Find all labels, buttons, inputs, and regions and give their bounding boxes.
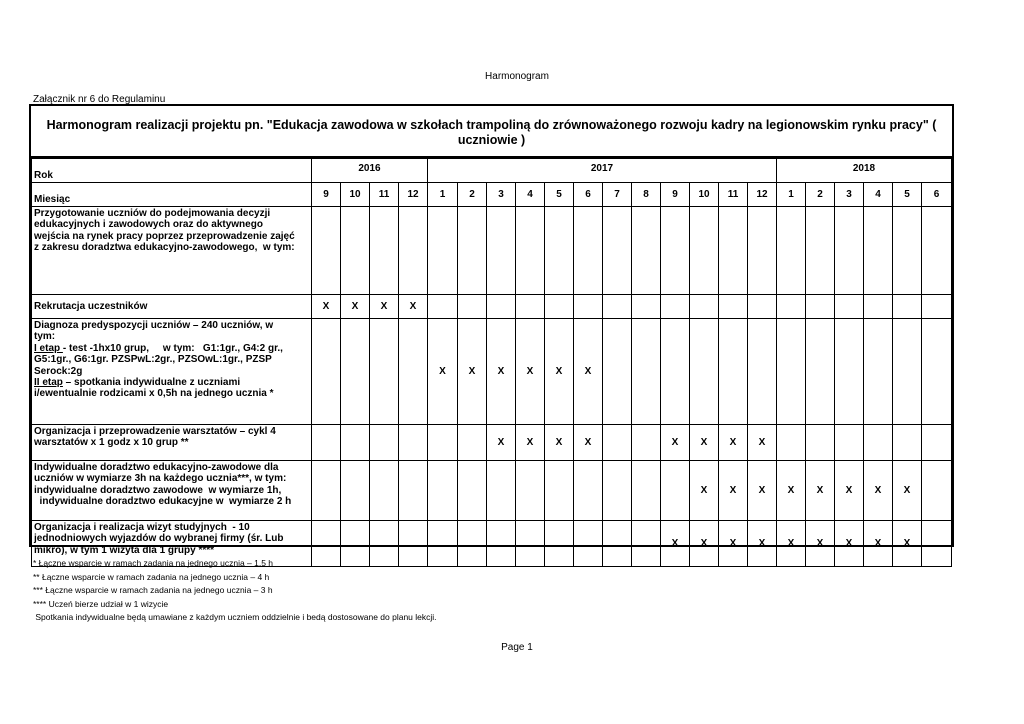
month-cell: 12 [748,183,777,207]
task-label-line [34,473,310,484]
schedule-mark [458,207,487,295]
schedule-mark [661,295,690,319]
schedule-mark [516,461,545,521]
task-label-line [34,343,310,354]
task-label-text: - test -1hx10 grup, w tym: G1:1gr., G4:2 gr., [62,342,283,354]
schedule-mark [835,319,864,425]
schedule-mark: X [690,425,719,461]
schedule-mark [922,207,952,295]
task-label-text: Rekrutacja uczestników [34,300,148,312]
task-label-text: tym: [34,331,56,343]
task-label [32,425,312,461]
task-label-line [34,545,310,556]
schedule-mark [632,425,661,461]
task-label-text: Diagnoza predyspozycji uczniów – 240 uczniów, w [34,320,274,331]
schedule-mark [690,295,719,319]
schedule-mark: X [690,461,719,521]
year-cell: 2016 [312,159,428,183]
month-cell: 10 [341,183,370,207]
task-label-stage: II etap [34,377,63,389]
task-label-line [34,533,310,544]
schedule-mark: X [806,521,835,567]
month-cell: 4 [516,183,545,207]
task-label-line [34,208,310,219]
task-label-text: warsztatów x 1 godz x 10 grup ** [34,437,189,449]
task-label-line [34,496,310,507]
schedule-mark [603,319,632,425]
schedule-mark [341,461,370,521]
schedule-mark [777,207,806,295]
task-label-line [34,354,310,365]
schedule-mark [341,425,370,461]
schedule-mark [399,461,428,521]
schedule-mark [603,461,632,521]
month-cell: 6 [922,183,952,207]
schedule-mark [719,319,748,425]
month-cell: 11 [719,183,748,207]
task-label-text: z zakresu doradztwa edukacyjno-zawodowego, w tym: [34,242,295,254]
schedule-mark [545,521,574,567]
schedule-mark: X [661,521,690,567]
schedule-mark [748,319,777,425]
schedule-mark [458,461,487,521]
schedule-mark [428,425,458,461]
attachment-label: Załącznik nr 6 do Regulaminu [33,94,166,105]
schedule-mark [399,425,428,461]
schedule-mark [399,319,428,425]
month-cell: 1 [777,183,806,207]
schedule-mark: X [516,319,545,425]
task-label-line [34,231,310,242]
task-label-text: jednodniowych wyjazdów do wybranej firmy (śr. Lub [34,533,284,545]
task-label [32,295,312,319]
schedule-mark: X [864,521,893,567]
schedule-mark [748,207,777,295]
task-label-line [34,485,310,496]
schedule-mark: X [893,521,922,567]
schedule-mark: X [748,461,777,521]
schedule-mark [399,207,428,295]
task-label-text: uczniów w wymiarze 3h na każdego ucznia***, w tym: [34,473,287,485]
task-label-line [34,437,310,448]
schedule-mark [632,295,661,319]
task-label-line [34,522,310,533]
schedule-mark [864,425,893,461]
month-cell: 4 [864,183,893,207]
month-cell: 12 [399,183,428,207]
schedule-mark: X [428,319,458,425]
task-label-text: Serock:2g [34,365,83,377]
schedule-mark: X [545,425,574,461]
task-label-text: Organizacja i realizacja wizyt studyjnych - 10 [34,522,250,533]
schedule-mark: X [893,461,922,521]
schedule-mark [458,521,487,567]
schedule-mark [893,319,922,425]
schedule-mark: X [835,521,864,567]
task-label-line [34,219,310,230]
month-cell: 5 [893,183,922,207]
schedule-mark: X [661,425,690,461]
task-row [32,461,952,521]
schedule-mark [370,319,399,425]
schedule-mark [835,425,864,461]
schedule-mark [487,521,516,567]
schedule-mark [661,319,690,425]
schedule-mark [893,425,922,461]
task-label-text: indywidualne doradztwo zawodowe w wymiarze 1h, [34,484,282,496]
schedule-mark [719,295,748,319]
task-label-line [34,320,310,331]
schedule-mark [719,207,748,295]
schedule-mark [458,425,487,461]
footnote: *** Łączne wsparcie w ramach zadania na jednego ucznia – 3 h [33,585,273,595]
month-cell: 8 [632,183,661,207]
schedule-mark: X [399,295,428,319]
schedule-mark [632,461,661,521]
schedule-mark [632,319,661,425]
month-row-label: Miesiąc [32,183,312,207]
schedule-mark: X [719,425,748,461]
schedule-mark [516,521,545,567]
schedule-mark [893,207,922,295]
document-title-line1: Harmonogram realizacji projektu pn. "Edukacja zawodowa w szkołach trampoliną do zrównoważonego rozwoju kadry na legionowskim rynku pracy" ( [46,118,937,132]
schedule-mark: X [574,319,603,425]
schedule-mark [922,461,952,521]
task-label-text: Przygotowanie uczniów do podejmowania decyzji [34,208,271,219]
schedule-mark: X [748,425,777,461]
schedule-mark [806,207,835,295]
schedule-mark: X [748,521,777,567]
schedule-mark [806,319,835,425]
year-row [32,159,952,183]
task-label-text: Indywidualne doradztwo edukacyjno-zawodowe dla [34,462,279,473]
schedule-mark [574,461,603,521]
schedule-mark: X [487,425,516,461]
month-cell: 5 [545,183,574,207]
schedule-mark [312,207,341,295]
footnote: ** Łączne wsparcie w ramach zadania na jednego ucznia – 4 h [33,571,270,582]
task-row [32,425,952,461]
document-title-line2: uczniowie ) [457,133,526,147]
schedule-mark [545,461,574,521]
task-label-line [34,366,310,377]
month-cell: 11 [370,183,399,207]
schedule-mark [341,207,370,295]
schedule-mark [922,295,952,319]
page-header-title: Harmonogram [485,71,549,82]
schedule-mark [777,295,806,319]
schedule-mark [661,207,690,295]
schedule-mark [603,425,632,461]
schedule-mark [777,425,806,461]
task-label-text: indywidualne doradztwo edukacyjne w wymiarze 2 h [34,496,292,508]
task-label-line [34,331,310,342]
schedule-mark: X [777,461,806,521]
schedule-mark: X [370,295,399,319]
schedule-mark [864,319,893,425]
schedule-mark: X [458,319,487,425]
schedule-mark [574,295,603,319]
task-label-line [34,388,310,399]
schedule-mark [690,319,719,425]
month-cell: 1 [428,183,458,207]
task-label-text: G5:1gr., G6:1gr. PZSPwL:2gr., PZSOwL:1gr., PZSP [34,354,272,366]
footnote: * Łączne wsparcie w ramach zadania na jednego ucznia – 1,5 h [33,558,274,568]
month-cell: 6 [574,183,603,207]
schedule-mark [428,295,458,319]
schedule-mark: X [574,425,603,461]
task-label-stage: I etap [34,342,63,354]
schedule-mark [312,319,341,425]
task-row [32,207,952,295]
schedule-mark [428,461,458,521]
schedule-mark [806,425,835,461]
schedule-mark [370,461,399,521]
schedule-mark: X [516,425,545,461]
document-title [31,106,952,158]
schedule-mark [545,207,574,295]
schedule-mark [487,295,516,319]
page-number: Page 1 [501,642,533,653]
schedule-mark [632,521,661,567]
schedule-mark [632,207,661,295]
schedule-mark [661,461,690,521]
schedule-mark: X [864,461,893,521]
schedule-mark [690,207,719,295]
schedule-mark [864,207,893,295]
task-label [32,461,312,521]
task-label [32,319,312,425]
schedule-mark: X [719,461,748,521]
task-label-text: edukacyjnych i zawodowych oraz do aktywnego [34,219,263,231]
footnote: **** Uczeń bierze udział w 1 wizycie [33,598,169,609]
schedule-mark: X [341,295,370,319]
month-cell: 2 [458,183,487,207]
schedule-mark [835,295,864,319]
schedule-mark [835,207,864,295]
schedule-mark [574,521,603,567]
schedule-mark [574,207,603,295]
schedule-mark [603,521,632,567]
year-cell: 2017 [428,159,777,183]
schedule-mark: X [835,461,864,521]
month-cell: 7 [603,183,632,207]
footnote: Spotkania indywidualne będą umawiane z każdym uczniem oddzielnie i bedą dostosowane do planu lekcji. [33,612,437,622]
schedule-mark [922,425,952,461]
schedule-mark: X [312,295,341,319]
schedule-mark: X [719,521,748,567]
schedule-mark: X [806,461,835,521]
task-row [32,295,952,319]
schedule-mark [428,207,458,295]
month-cell: 9 [312,183,341,207]
schedule-mark [864,295,893,319]
task-label-text: – spotkania indywidualne z uczniami [62,377,241,389]
schedule-mark [370,425,399,461]
schedule-mark [893,295,922,319]
schedule-table [31,158,952,567]
schedule-mark [312,425,341,461]
task-label-line [34,301,310,312]
schedule-mark [806,295,835,319]
schedule-mark: X [777,521,806,567]
schedule-mark [516,295,545,319]
task-label-text: mikro), w tym 1 wizyta dla 1 grupy **** [34,544,215,556]
year-row-label: Rok [32,159,312,183]
month-cell: 3 [487,183,516,207]
schedule-mark: X [690,521,719,567]
schedule-mark [603,295,632,319]
month-cell: 10 [690,183,719,207]
task-label-text: i/ewentualnie rodzicami x 0,5h na jednego ucznia * [34,388,274,400]
schedule-mark [487,461,516,521]
task-label-line [34,377,310,388]
task-label-line [34,462,310,473]
schedule-mark [312,461,341,521]
schedule-mark [603,207,632,295]
schedule-mark: X [487,319,516,425]
schedule-mark [487,207,516,295]
month-cell: 2 [806,183,835,207]
schedule-mark [458,295,487,319]
schedule-mark [922,521,952,567]
schedule-mark [545,295,574,319]
task-label-text: wejścia na rynek pracy poprzez przeprowadzenie zajęć [34,230,295,242]
month-cell: 3 [835,183,864,207]
task-label [32,207,312,295]
schedule-mark [748,295,777,319]
month-row [32,183,952,207]
schedule-mark: X [545,319,574,425]
schedule-mark [922,319,952,425]
month-cell: 9 [661,183,690,207]
year-cell: 2018 [777,159,952,183]
task-label-line [34,242,310,253]
footnotes [33,557,437,625]
task-label-text: Organizacja i przeprowadzenie warsztatów – cykl 4 [34,426,276,437]
task-label-line [34,426,310,437]
schedule-mark [516,207,545,295]
schedule-mark [777,319,806,425]
schedule-mark [341,319,370,425]
schedule-mark [370,207,399,295]
task-row [32,319,952,425]
